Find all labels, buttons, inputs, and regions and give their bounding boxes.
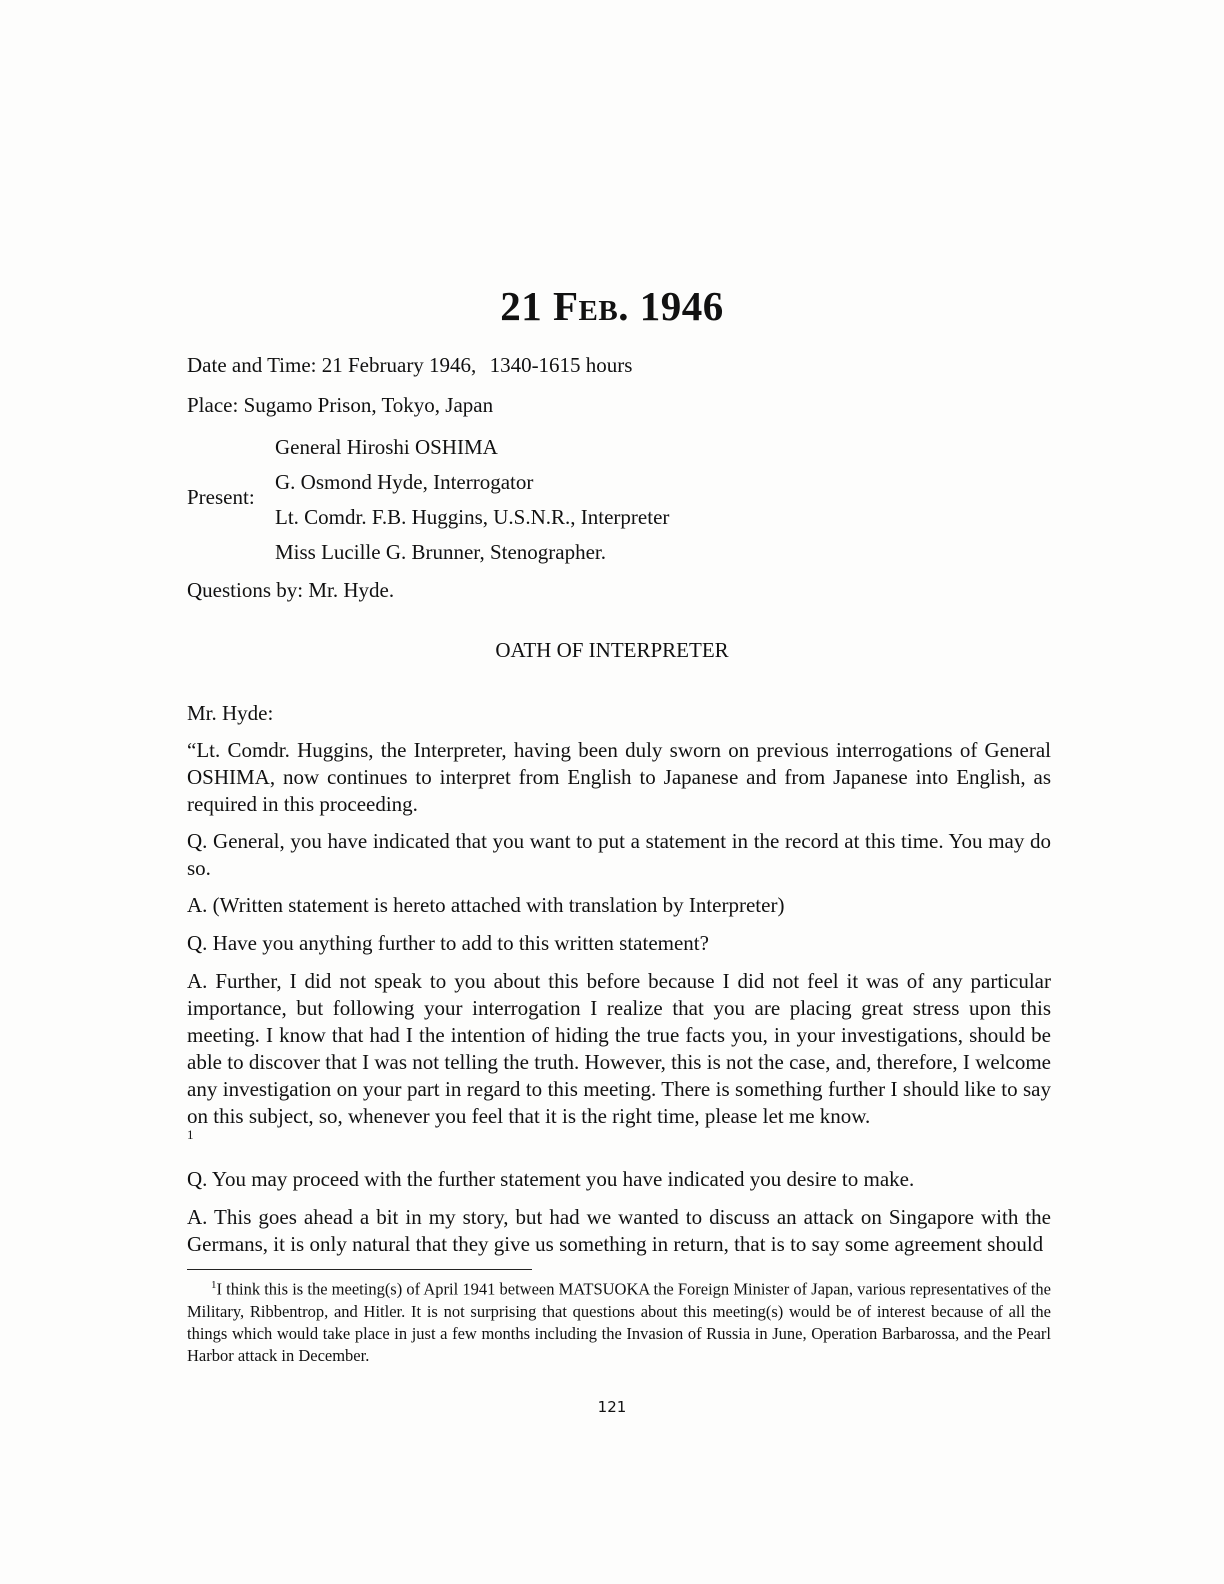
- present-label: Present:: [187, 485, 255, 509]
- paragraph: A. (Written statement is hereto attached with translation by Interpreter): [187, 893, 785, 917]
- date-time-hours: 1340-1615 hours: [489, 353, 633, 377]
- section-heading: OATH OF INTERPRETER: [495, 638, 729, 662]
- footnote-mark: 1: [211, 1279, 217, 1291]
- questions-by-line: [187, 577, 394, 604]
- present-person: Lt. Comdr. F.B. Huggins, U.S.N.R., Interpreter: [275, 505, 670, 529]
- place-label: Place:: [187, 393, 239, 417]
- paragraph: Q. You may proceed with the further statement you have indicated you desire to make.: [187, 1167, 915, 1191]
- paragraph: A. Further, I did not speak to you about this before because I did not feel it was of any particular importance, but following your interrogation I realize that you are placing great stress upon this meeting. I know that had I the intention of hiding the true facts you, in your investigations, should be able to discover that I was not telling the truth. However, this is not the case, and, therefore, I welcome any investigation on your part in regard to this meeting. There is something further I should like to say on this subject, so, whenever you feel that it is the right time, please let me know.: [187, 969, 1051, 1128]
- present-person: G. Osmond Hyde, Interrogator: [275, 470, 534, 494]
- footnote-reference: 1: [187, 1127, 194, 1142]
- title-month: Feb.: [553, 283, 629, 329]
- footnote: [187, 1274, 1051, 1367]
- present-person: General Hiroshi OSHIMA: [275, 435, 498, 459]
- date-time-line: [187, 352, 632, 379]
- date-time-value: 21 February 1946,: [321, 353, 477, 377]
- present-person: Miss Lucille G. Brunner, Stenographer.: [275, 540, 607, 564]
- questions-label: Questions by:: [187, 578, 304, 602]
- title-day: 21: [500, 283, 543, 329]
- paragraph: Q. Have you anything further to add to this written statement?: [187, 931, 709, 955]
- questions-value: Mr. Hyde.: [308, 578, 395, 602]
- paragraph: A. This goes ahead a bit in my story, but had we wanted to discuss an attack on Singapore with the Germans, it is only natural that they give us something in return, that is to say some agreement should: [187, 1205, 1051, 1256]
- speaker-label: Mr. Hyde:: [187, 701, 274, 725]
- paragraph: Q. General, you have indicated that you want to put a statement in the record at this time. You may do so.: [187, 829, 1051, 880]
- place-value: Sugamo Prison, Tokyo, Japan: [243, 393, 494, 417]
- footnote-divider: [187, 1269, 532, 1270]
- footnote-text: I think this is the meeting(s) of April 1941 between MATSUOKA the Foreign Minister of Japan, various representatives of the Military, Ribbentrop, and Hitler. It is not surprising that questions about this meeting(s) would be of interest because of all the things which would take place in just a few months including the Invasion of Russia in June, Operation Barbarossa, and the Pearl Harbor attack in December.: [187, 1279, 1051, 1365]
- page-number: 121: [597, 1398, 627, 1416]
- page-title: [0, 282, 1224, 330]
- title-year: 1946: [639, 283, 724, 329]
- date-time-label: Date and Time:: [187, 353, 317, 377]
- place-line: [187, 392, 493, 419]
- paragraph: “Lt. Comdr. Huggins, the Interpreter, having been duly sworn on previous interrogations of General OSHIMA, now continues to interpret from English to Japanese and from Japanese into English, as required in this proceeding.: [187, 738, 1051, 816]
